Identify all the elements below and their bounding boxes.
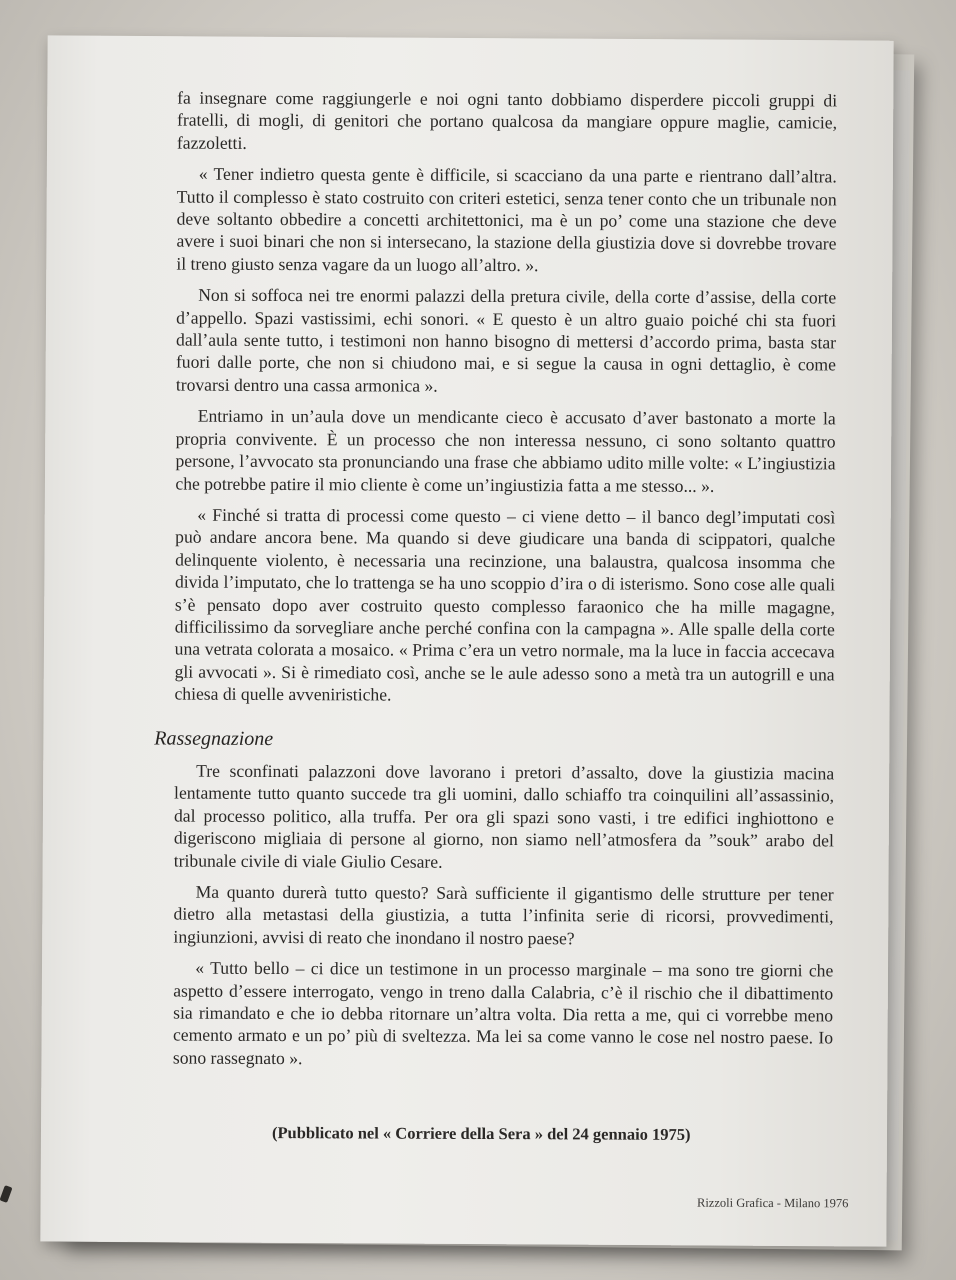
section-heading: Rassegnazione (154, 727, 274, 750)
table-mark (0, 1185, 12, 1203)
paragraph: fa insegnare come raggiungerle e noi ogni tanto dobbiamo disperdere piccoli gruppi di fratelli, di mogli, di genitori che portano qualcosa da mangiare oppure maglie, camicie, fazzoletti. (176, 87, 838, 153)
article-body (154, 87, 838, 1081)
printer-imprint: Rizzoli Grafica - Milano 1976 (696, 1195, 849, 1211)
paragraph: Ma quanto durerà tutto questo? Sarà sufficiente il gigantismo delle strutture per tener dietro alla metastasi della giustizia, a tutta l’infinita serie di ricorsi, provvedimenti, ingiunzioni, avvisi di reato che inondano il nostro paese? (173, 881, 834, 949)
paragraph: Non si soffoca nei tre enormi palazzi della pretura civile, della corte d’assise, della corte d’appello. Spazi vastissimi, echi sonori. « E questo è un altro guaio poiché chi sta fuori dall’aula sente tutto, i testimoni non hanno bisogno di mettersi d’accordo prima, basta star fuori dalle porte, che non si chiudono mai, e si segue la causa in ogni dettaglio, è come trovarsi dentro una cassa armonica ». (175, 284, 837, 396)
publication-credit: (Pubblicato nel « Corriere della Sera » del 24 gennaio 1975) (271, 1123, 691, 1144)
paragraph: « Tener indietro questa gente è difficile, si scacciano da una parte e rientrano dall’altra. Tutto il complesso è stato costruito con criteri estetici, senza tener conto che un tribunale non deve soltanto obbedire a concetti architettonici, ma è un po’ come una stazione che deve avere i suoi binari che non si intersecano, la stazione della giustizia dove si dovrebbe trovare il treno giusto senza vagare da un luogo all’altro. ». (176, 163, 837, 275)
paragraph: « Tutto bello – ci dice un testimone in un processo marginale – ma sono tre giorni che aspetto d’essere interrogato, vengo in treno dalla Calabria, c’è il rischio che il dibattimento sia rimandato e che io debba ritornare un’altra volta. Dia retta a me, qui ci vorrebbe meno cemento armato e un po’ più di sveltezza. Ma lei sa come vanno le cose nel nostro paese. Io sono rassegnato ». (172, 957, 834, 1068)
paragraph: Entriamo in un’aula dove un mendicante cieco è accusato d’aver bastonato a morte la propria convivente. È un processo che non interessa nessuno, ci sono soltanto quattro persone, l’avvocato sta pronunciando una frase che abbiamo udito mille volte: « L’ingiustizia che potrebbe patire il mio cliente è come un’ingiustizia fatta a me stesso... ». (175, 405, 836, 496)
paragraph: « Finché si tratta di processi come questo – ci viene detto – il banco degl’imputati così può andare ancora bene. Ma quando si deve giudicare una banda di scippatori, qualche delinquente violento, è necessaria una recinzione, una balaustra, qualcosa insomma che divida l’imputato, che lo trattenga se ha uno scoppio d’ira o di isterismo. Sono cose alle quali s’è pensato dopo aver costruito questo complesso faraonico che ha mille magagne, difficilissimo da sorvegliare anche perché confina con la campagna ». Alle spalle della corte una vetrata colorata a mosaico. « Prima c’era un vetro normale, ma la luce in faccia accecava gli avvocati ». Si è rimediato così, anche se le aule adesso sono a metà tra un autogrill e una chiesa di quelle avveniristiche. (174, 504, 836, 705)
paragraph: Tre sconfinati palazzoni dove lavorano i pretori d’assalto, dove la giustizia macina lentamente tutto quanto succede tra gli uomini, dallo schiaffo tra coinquilini all’assassinio, dal processo politico, alla truffa. Per ora gli spazi sono vasti, i tre edifici inghiottono e digeriscono migliaia di persone al giorno, non siamo nell’atmosfera da ”souk” arabo del tribunale civile di viale Giulio Cesare. (173, 760, 835, 872)
